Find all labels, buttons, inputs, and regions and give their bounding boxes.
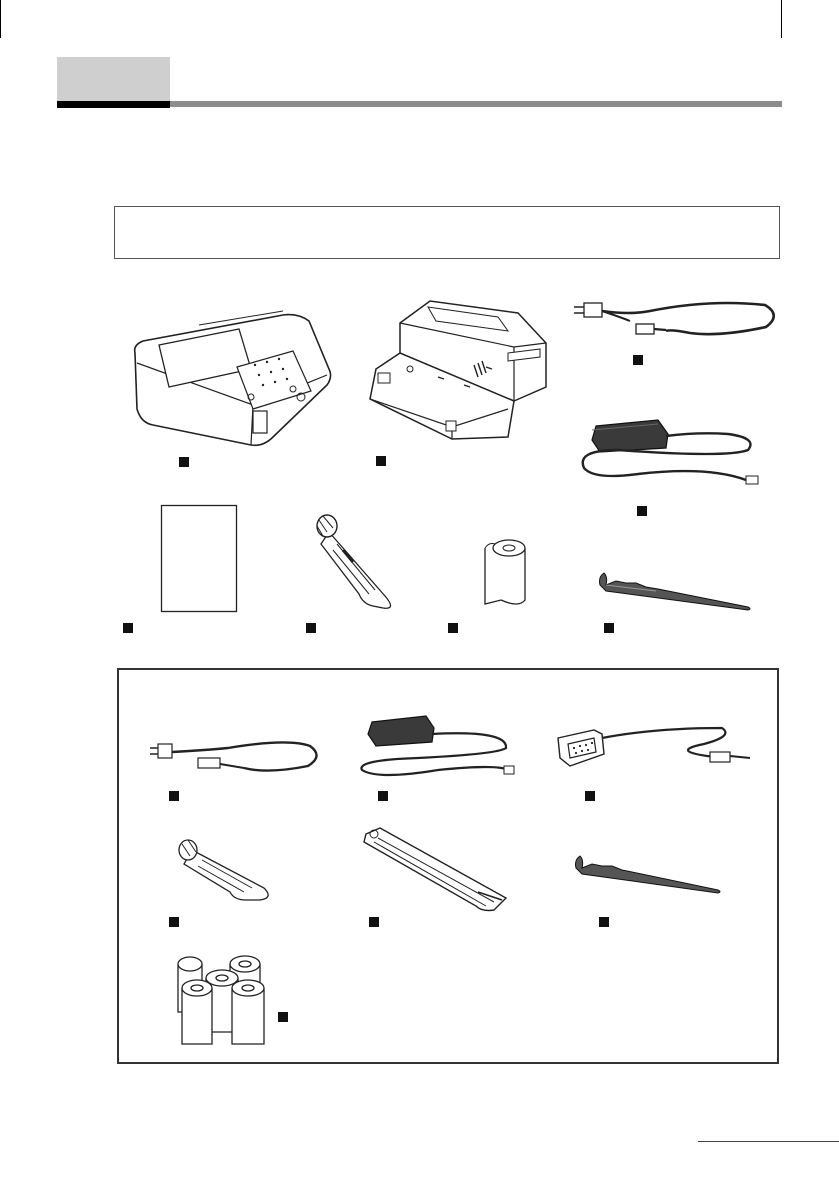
marker-power-cord	[633, 355, 643, 365]
marker-paper-roll	[448, 623, 458, 633]
section-tab	[57, 57, 170, 101]
marker-printer-stand	[376, 456, 386, 466]
accessory-sample-tray-illustration	[362, 826, 508, 912]
section-tab-underline	[57, 101, 170, 108]
accessory-power-cord-illustration	[148, 738, 318, 774]
marker-accessory-probe-stylus	[599, 917, 609, 927]
marker-accessory-power-cord	[169, 791, 179, 801]
marker-accessory-serial-cable	[585, 791, 595, 801]
accessory-cuvette-tube-illustration	[176, 838, 274, 906]
section-rule	[170, 101, 782, 107]
monitor-unit-illustration	[133, 305, 333, 447]
marker-accessory-ac-adapter	[378, 791, 388, 801]
marker-accessory-sample-tray	[369, 917, 379, 927]
accessory-paper-rolls-pack-illustration	[176, 952, 268, 1048]
power-cord-illustration	[570, 297, 780, 341]
printer-stand-illustration	[368, 297, 550, 443]
marker-probe-stylus	[604, 623, 614, 633]
marker-monitor-unit	[179, 457, 189, 467]
probe-stylus-illustration	[596, 567, 754, 611]
marker-cuvette-tube	[306, 623, 316, 633]
footer-rule	[698, 1141, 839, 1142]
notice-box	[114, 206, 780, 259]
crop-mark-top-left-v	[0, 0, 1, 38]
cuvette-tube-illustration	[313, 510, 405, 612]
accessory-probe-stylus-illustration	[572, 852, 724, 894]
accessory-ac-adapter-illustration	[358, 714, 518, 778]
ac-adapter-illustration	[578, 418, 770, 490]
marker-accessory-cuvette-tube	[169, 917, 179, 927]
accessory-serial-cable-illustration	[554, 718, 754, 778]
marker-manual-card	[123, 623, 133, 633]
paper-roll-illustration	[481, 538, 529, 608]
crop-mark-top-right-v	[781, 0, 782, 38]
marker-accessory-paper-rolls-pack	[278, 1012, 288, 1022]
marker-ac-adapter	[637, 506, 647, 516]
manual-card-illustration	[161, 505, 237, 612]
